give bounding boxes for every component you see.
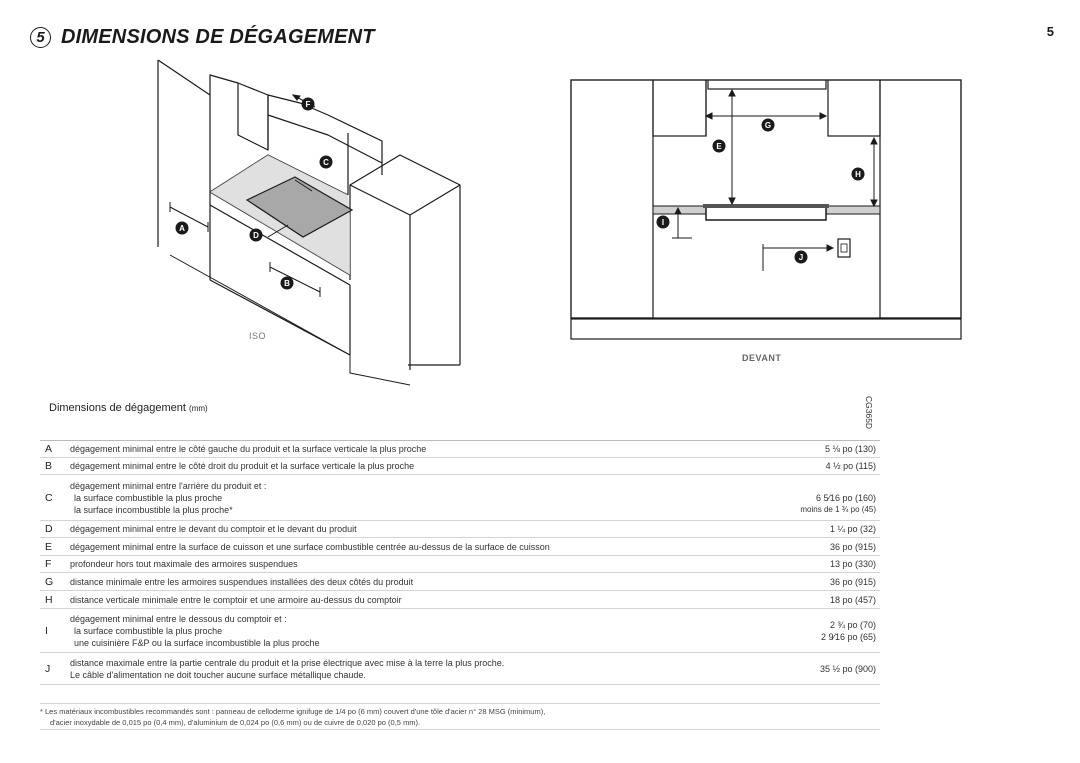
marker-j — [795, 251, 808, 264]
svg-text:E: E — [716, 142, 722, 151]
row-description-sub: la surface combustible la plus proche — [74, 492, 223, 503]
table-row — [40, 653, 880, 685]
marker-e — [713, 140, 726, 153]
marker-g — [762, 119, 775, 132]
iso-diagram — [150, 55, 480, 395]
row-letter: H — [45, 593, 53, 606]
row-description-main: dégagement minimal entre le dessous du comptoir et : — [70, 613, 287, 624]
row-letter: J — [45, 662, 51, 675]
row-description-main: distance maximale entre la partie centrale du produit et la prise électrique avec mise à la terre la plus proche. — [70, 657, 505, 668]
row-value-2: 2 9⁄16 po (65) — [820, 631, 876, 642]
footnote-line-1: * Les matériaux incombustibles recommandés sont : panneau de celloderme ignifuge de 1/4 po (6 mm) couvert d'une tôle d'acier n° 28 MSG (minimum), — [40, 707, 546, 716]
row-value: 13 po (330) — [829, 559, 876, 569]
svg-text:C: C — [323, 158, 329, 167]
table-row — [40, 458, 880, 475]
svg-text:B: B — [284, 279, 290, 288]
svg-text:J: J — [798, 253, 804, 262]
row-description-sub: la surface incombustible la plus proche* — [74, 504, 233, 515]
row-description-sub: Le câble d'alimentation ne doit toucher aucune surface métallique chaude. — [70, 669, 366, 680]
footnote-line-2: d'acier inoxydable de 0,015 po (0,4 mm), d'aluminium de 0,024 po (0,6 mm) ou de cuivre de 0,020 po (0,5 mm). — [50, 718, 421, 727]
row-value: 4 ½ po (115) — [825, 461, 876, 471]
row-description: dégagement minimal entre le côté gauche du produit et la surface verticale la plus proche — [70, 444, 427, 454]
row-letter: F — [45, 558, 52, 570]
row-letter: E — [45, 540, 53, 553]
section-number-badge: 5 — [30, 27, 51, 48]
row-value: 18 po (457) — [829, 594, 876, 605]
row-letter: A — [45, 443, 53, 455]
table-row — [40, 538, 880, 556]
row-description-sub: la surface combustible la plus proche — [74, 625, 223, 636]
marker-b — [281, 277, 294, 290]
row-description — [70, 613, 716, 649]
row-description-main: dégagement minimal entre l'arrière du produit et : — [70, 480, 267, 491]
row-description — [70, 480, 716, 516]
row-description: distance minimale entre les armoires suspendues installées des deux côtés du produit — [70, 576, 414, 587]
front-diagram — [568, 76, 964, 342]
row-description-sub: une cuisinière F&P ou la surface incombustible la plus proche — [74, 637, 320, 648]
table-heading-unit: (mm) — [189, 404, 208, 413]
svg-text:A: A — [179, 224, 185, 233]
row-value — [716, 619, 880, 643]
marker-a — [176, 222, 189, 235]
svg-text:D: D — [253, 231, 259, 240]
marker-d — [250, 229, 263, 242]
row-value-1: 6 5⁄16 po (160) — [815, 492, 876, 503]
row-value-1: 2 ¾ po (70) — [829, 619, 876, 630]
row-description — [70, 657, 716, 681]
table-row — [40, 521, 880, 538]
row-value: 36 po (915) — [829, 576, 876, 587]
row-letter: I — [45, 624, 48, 637]
row-description: dégagement minimal entre la surface de cuisson et une surface combustible centrée au-dessus de la surface de cuisson — [70, 541, 550, 552]
row-value — [716, 480, 880, 516]
svg-text:F: F — [305, 100, 311, 109]
table-row — [40, 475, 880, 521]
marker-i — [657, 216, 670, 229]
table-row — [40, 556, 880, 573]
page-title: DIMENSIONS DE DÉGAGEMENT — [61, 26, 375, 48]
section-header — [30, 26, 375, 49]
iso-label: ISO — [249, 331, 267, 341]
row-value-2: moins de 1 ¾ po (45) — [800, 504, 876, 514]
row-value: 35 ½ po (900) — [819, 663, 876, 674]
table-heading — [49, 402, 208, 414]
row-value: 5 ⅛ po (130) — [824, 444, 876, 454]
marker-f — [302, 98, 315, 111]
row-description: dégagement minimal entre le devant du comptoir et le devant du produit — [70, 524, 357, 534]
dimensions-table — [40, 440, 880, 685]
page-number: 5 — [1046, 24, 1054, 39]
table-row — [40, 441, 880, 458]
marker-c — [320, 156, 333, 169]
svg-text:G: G — [764, 121, 772, 130]
row-letter: D — [45, 523, 53, 535]
front-label: DEVANT — [742, 353, 782, 363]
model-label: CG365D — [864, 396, 874, 430]
table-heading-text: Dimensions de dégagement — [49, 402, 186, 414]
row-description: dégagement minimal entre le côté droit du produit et la surface verticale la plus proche — [70, 461, 415, 471]
row-value: 36 po (915) — [829, 541, 876, 552]
row-description: profondeur hors tout maximale des armoires suspendues — [70, 559, 298, 569]
row-letter: B — [45, 460, 53, 472]
bottom-divider — [40, 729, 880, 730]
row-letter: G — [45, 575, 54, 588]
row-description: distance verticale minimale entre le comptoir et une armoire au-dessus du comptoir — [70, 594, 402, 605]
footnote — [40, 703, 880, 728]
table-row — [40, 591, 880, 609]
svg-text:I: I — [661, 218, 665, 227]
svg-text:H: H — [855, 170, 861, 179]
row-value: 1 ¼ po (32) — [829, 524, 876, 534]
marker-h — [852, 168, 865, 181]
row-letter: C — [45, 491, 53, 504]
table-row — [40, 609, 880, 653]
table-row — [40, 573, 880, 591]
